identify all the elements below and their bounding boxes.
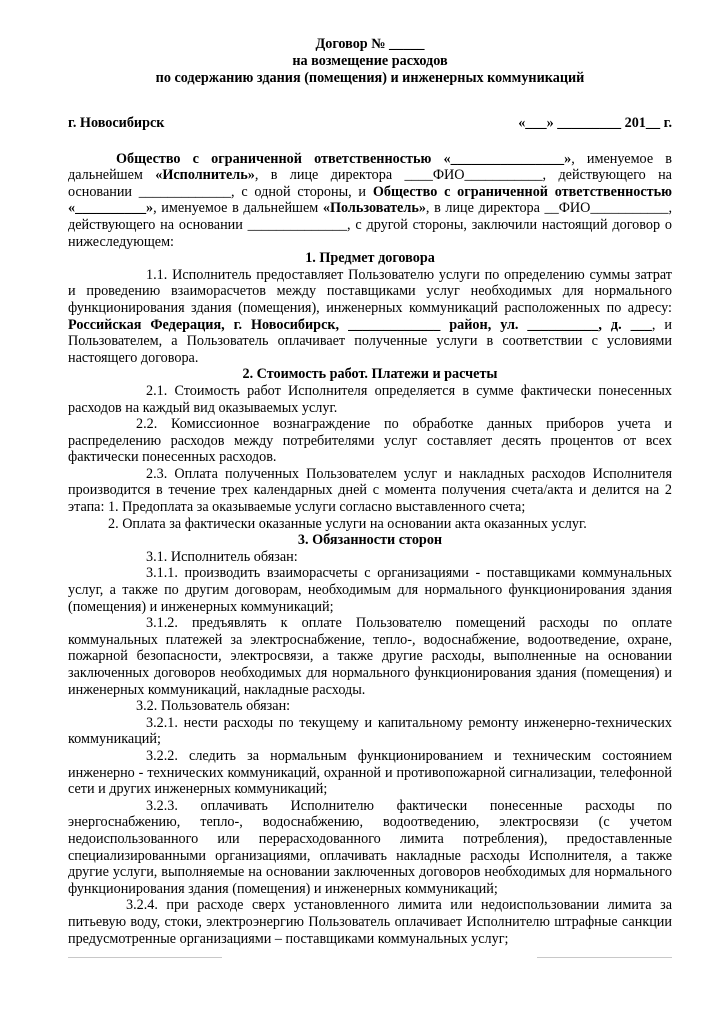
clause-3-2-4: 3.2.4. при расходе сверх установленного лимита или недоиспользовании лимита за питьевую воду, стоки, электроэнергию Пользователь оплачивает Исполнителю штрафные санкции предусмотренные организациями – поставщиками коммунальных услуг;	[68, 897, 672, 947]
clause-3-2-1: 3.2.1. нести расходы по текущему и капитальному ремонту инженерно-технических коммуникаций;	[68, 714, 672, 748]
section-2-title: 2. Стоимость работ. Платежи и расчеты	[242, 366, 498, 383]
clause-3-2: 3.2. Пользователь обязан:	[136, 698, 291, 715]
clause-1-1: 1.1. Исполнитель предоставляет Пользователю услуги по определению суммы затрат и проведению взаиморасчетов между поставщиками услуг необходимых для нормального функционирования здания (помещения), инженерных коммуникаций расположенных по адресу: Российская Федерация, г. Новосибирск, _____________ район, ул. __________, д. ___, и Пользователем, а Пользователь оплачивает полученные услуги в соответствии с условиями настоящего договора.	[68, 266, 672, 366]
clause-2-2: 2.2. Комиссионное вознаграждение по обработке данных приборов учета и распределению расходов между потребителями услуг составляет десять процентов от всех фактически понесенных расходов.	[68, 416, 672, 466]
footer-rule-left	[68, 957, 222, 958]
city-date-row	[68, 115, 672, 132]
section-1-title: 1. Предмет договора	[305, 250, 435, 267]
city: г. Новосибирск	[68, 115, 165, 131]
footer-rule-right	[537, 957, 672, 958]
contract-number: Договор № _____	[315, 36, 425, 52]
clause-3-2-2: 3.2.2. следить за нормальным функционированием и техническим состоянием инженерно - технических коммуникаций, охранной и противопожарной сигнализации, телефонной сети и других инженерных коммуникаций;	[68, 747, 672, 798]
clause-3-2-3: 3.2.3. оплачивать Исполнителю фактически понесенные расходы по энергоснабжению, тепло-, водоснабжению, водоотведению, электросвязи (с учетом недоиспользованного или перерасходованного лимита потребления), предоставленные специализированными организациями, оплачивать накладные расходы Исполнителя, а также другие услуги, выполняемые на основании заключенных договоров необходимых для нормального функционирования здания (помещения) и инженерных коммуникаций;	[68, 797, 672, 897]
clause-2-3-stage-2: 2. Оплата за фактически оказанные услуги на основании акта оказанных услуг.	[108, 515, 587, 532]
clause-2-1: 2.1. Стоимость работ Исполнителя определяется в сумме фактически понесенных расходов на каждый вид оказываемых услуг.	[68, 382, 672, 416]
preamble-user-role: «Пользователь»	[322, 200, 426, 217]
preamble-executor-org: Общество с ограниченной ответственностью «________________»	[116, 150, 572, 167]
preamble-user-org: Общество с ограниченной ответственностью «__________»	[68, 183, 672, 217]
contract-subject-detail: по содержанию здания (помещения) и инженерных коммуникаций	[155, 70, 585, 86]
contract-page	[68, 36, 672, 947]
contract-subject: на возмещение расходов	[292, 53, 448, 69]
document-header	[68, 36, 672, 87]
clause-3-1-1: 3.1.1. производить взаиморасчеты с организациями - поставщиками коммунальных услуг, а также по другим договорам, необходимым для нормального функционирования здания (помещения) и инженерных коммуникаций;	[68, 565, 672, 615]
preamble: Общество с ограниченной ответственностью «________________», именуемое в дальнейшем «Исполнитель», в лице директора ____ФИО___________, действующего на основании _____________, с одной стороны, и Общество с ограниченной ответственностью «__________», именуемое в дальнейшем «Пользователь», в лице директора __ФИО___________, действующего на основании ______________, с другой стороны, заключили настоящий договор о нижеследующем:	[68, 150, 672, 250]
address: Российская Федерация, г. Новосибирск, _____________ район, ул. __________, д. ___	[68, 316, 652, 333]
contract-date: «___» _________ 201__ г.	[518, 115, 672, 131]
preamble-executor-role: «Исполнитель»	[155, 167, 255, 184]
clause-3-1: 3.1. Исполнитель обязан:	[146, 548, 298, 565]
clause-2-3: 2.3. Оплата полученных Пользователем услуг и накладных расходов Исполнителя производится в течение трех календарных дней с момента получения счета/акта и делится на 2 этапа: 1. Предоплата за оказываемые услуги согласно выставленного счета;	[68, 465, 672, 516]
section-3-title: 3. Обязанности сторон	[297, 532, 443, 549]
clause-3-1-2: 3.1.2. предъявлять к оплате Пользователю помещений расходы по оплате коммунальных платежей за электроснабжение, тепло-, водоснабжение, водоотведение, охране, пожарной безопасности, электросвязи, а также другие расходы, выполненные на основании заключенных договоров необходимых для нормального функционирования здания (помещения) и инженерных коммуникаций, накладные расходы.	[68, 615, 672, 698]
